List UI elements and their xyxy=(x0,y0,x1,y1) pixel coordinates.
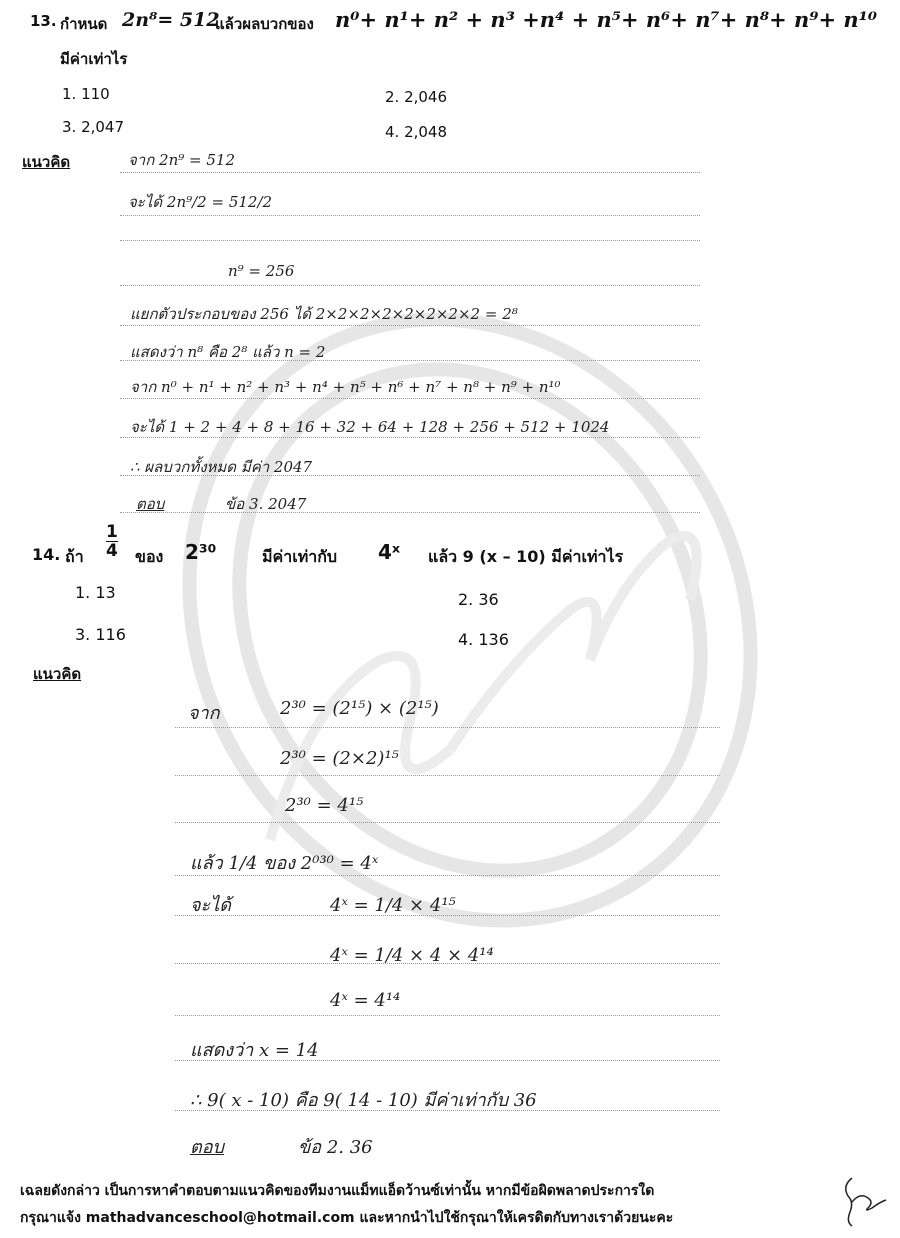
q13-option-3: 3. 2,047 xyxy=(62,118,125,136)
q14-option-1: 1. 13 xyxy=(75,583,116,602)
q13-text-given-label: กำหนด xyxy=(60,15,108,33)
q13-option-1: 1. 110 xyxy=(62,85,110,103)
q14-step-5: แล้ว 1/4 ของ 2⁰³⁰ = 4ˣ xyxy=(190,853,379,874)
q14-step-1: จาก xyxy=(188,703,220,724)
q14-option-2: 2. 36 xyxy=(458,590,499,609)
ruled-line xyxy=(175,775,720,776)
q13-solution-label: แนวคิด xyxy=(22,153,71,171)
q14-power-2-30: 2³⁰ xyxy=(185,540,217,564)
q14-power-4-x: 4ˣ xyxy=(378,540,401,564)
q14-step-9: 4ˣ = 4¹⁴ xyxy=(330,990,401,1011)
q14-text-if: ถ้า xyxy=(65,547,84,566)
q13-text-question: มีค่าเท่าไร xyxy=(60,50,128,68)
q14-answer-label: ตอบ xyxy=(190,1137,224,1158)
q14-option-4: 4. 136 xyxy=(458,630,509,649)
q13-step-7: จะได้ 1 + 2 + 4 + 8 + 16 + 32 + 64 + 128 + 256 + 512 + 1024 xyxy=(130,418,610,436)
q14-step-4: 2³⁰ = 4¹⁵ xyxy=(285,795,364,816)
q14-text-equals: มีค่าเท่ากับ xyxy=(262,547,338,566)
q13-number: 13. xyxy=(30,12,57,30)
ruled-line xyxy=(175,727,720,728)
q13-text-sum-of: แล้วผลบวกของ xyxy=(215,15,314,33)
ruled-line xyxy=(175,822,720,823)
q14-fraction xyxy=(106,523,118,560)
ruled-line xyxy=(120,285,700,286)
q14-text-of: ของ xyxy=(135,547,164,566)
ruled-line xyxy=(175,1015,720,1016)
q14-step-7: 4ˣ = 1/4 × 4¹⁵ xyxy=(330,895,456,916)
q14-answer: ข้อ 2. 36 xyxy=(298,1137,373,1158)
q14-step-8: 4ˣ = 1/4 × 4 × 4¹⁴ xyxy=(330,945,494,966)
q14-step-3: 2³⁰ = (2×2)¹⁵ xyxy=(280,748,399,769)
q13-option-2: 2. 2,046 xyxy=(385,88,448,106)
q14-step-6: จะได้ xyxy=(190,895,231,916)
signature-icon xyxy=(838,1172,888,1230)
q13-step-4: แยกตัวประกอบของ 256 ได้ 2×2×2×2×2×2×2×2 = 2⁸ xyxy=(130,305,518,323)
footer-disclaimer: เฉลยดังกล่าว เป็นการหาคำตอบตามแนวคิดของทีมงานแม็ทแอ็ดว้านซ์เท่านั้น หากมีข้อผิดพลาดประการใด xyxy=(20,1183,655,1199)
ruled-line xyxy=(120,512,700,513)
q14-text-question: แล้ว 9 (x – 10) มีค่าเท่าไร xyxy=(428,547,624,566)
q14-fraction-numerator: 1 xyxy=(106,522,118,542)
ruled-line xyxy=(120,240,700,241)
q14-step-11: ∴ 9( x - 10) คือ 9( 14 - 10) มีค่าเท่ากับ 36 xyxy=(190,1090,537,1111)
q14-fraction-denominator: 4 xyxy=(106,541,118,561)
q13-sum-expression: n⁰+ n¹+ n² + n³ +n⁴ + n⁵+ n⁶+ n⁷+ n⁸+ n⁹+ n¹⁰ xyxy=(335,7,878,32)
q13-step-1: จาก 2n⁹ = 512 xyxy=(128,151,236,169)
q14-option-3: 3. 116 xyxy=(75,625,126,644)
q13-answer-label: ตอบ xyxy=(136,495,165,513)
ruled-line xyxy=(120,172,700,173)
q14-step-10: แสดงว่า x = 14 xyxy=(190,1040,319,1061)
q13-given-equation: 2n⁸= 512 xyxy=(122,9,220,31)
q14-step-2: 2³⁰ = (2¹⁵) × (2¹⁵) xyxy=(280,698,439,719)
q13-step-8: ∴ ผลบวกทั้งหมด มีค่า 2047 xyxy=(130,458,313,476)
footer-contact: กรุณาแจ้ง mathadvanceschool@hotmail.com และหากนำไปใช้กรุณาให้เครดิตกับทางเราด้วยนะคะ xyxy=(20,1210,674,1226)
q13-option-4: 4. 2,048 xyxy=(385,123,448,141)
q13-step-5: แสดงว่า n⁸ คือ 2⁸ แล้ว n = 2 xyxy=(130,343,326,361)
ruled-line xyxy=(120,215,700,216)
q13-step-3: n⁹ = 256 xyxy=(228,262,295,280)
q13-step-2: จะได้ 2n⁹/2 = 512/2 xyxy=(128,193,273,211)
q13-answer: ข้อ 3. 2047 xyxy=(225,495,307,513)
q14-solution-label: แนวคิด xyxy=(33,665,82,683)
q14-number: 14. xyxy=(32,545,61,564)
q13-step-6: จาก n⁰ + n¹ + n² + n³ + n⁴ + n⁵ + n⁶ + n⁷ + n⁸ + n⁹ + n¹⁰ xyxy=(130,378,561,396)
